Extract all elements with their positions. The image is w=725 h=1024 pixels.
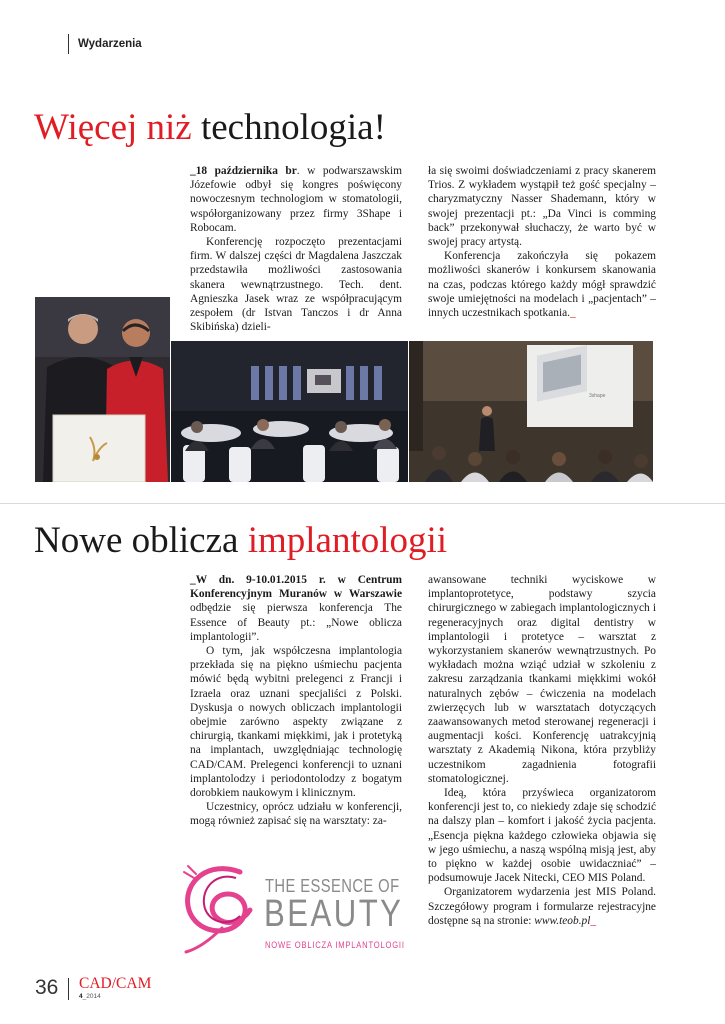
article2-paragraph: awansowane techniki wyciskowe w implantoprotetyce, podstawy szycia chirurgicznego w zabiegach implantologicznych i regeneracyjnych oraz digital dentistry w implantologii i protetyce – warsztat z wykorzystaniem skanerów wewnątrzustnych. Po wykładach można wziąć udział w szkoleniu z zakresu zarządzania tkankami miękkimi wokół naturalnych zębów – ćwiczenia na modelach zwierzęcych lub w warsztatach dotyczących zaawansowanych metod sterowanej regeneracji i augmentacji kości. Konferencję uatrakcyjnią warsztaty z Akademią Nikona, która przybliży uczestnikom zagadnienia fotografii stomatologicznej. xyxy=(428,574,656,785)
footer-divider xyxy=(68,978,69,1000)
paragraph-text: odbędzie się pierwsza konferencja The Essence of Beauty pt.: „Nowe oblicza implantologii”. xyxy=(190,602,402,643)
swirl-tail-icon xyxy=(186,928,222,952)
paragraph-text: Konferencja zakończyła się pokazem możliwości skanerów i konkursem skanowania na czas, podczas którego każdy mógł sprawdzić swoje umiejętności na modelach i „pacjentach” – innych uczestnikach spotkania. xyxy=(428,250,656,320)
magazine-brand: CAD/CAM xyxy=(79,975,152,992)
logo-tagline: NOWE OBLICZA IMPLANTOLOGII xyxy=(265,940,405,951)
article1-paragraph: Konferencję rozpoczęto prezentacjami firm. W dalszej części dr Magdalena Jaszczak przedstawiła możliwości zastosowania skanera wewnątrzustnego. Tech. dent. Agnieszka Jasek wraz ze współpracującym zespołem (dr Istvan Tanczos i dr Anna Skibińska) dzieli- xyxy=(190,236,402,334)
issue-year: _2014 xyxy=(82,993,101,1000)
article2-column-1 xyxy=(190,573,402,829)
article1-column-1 xyxy=(190,164,402,334)
article-title-technology xyxy=(34,109,386,146)
paragraph-text: Organizatorem wydarzenia jest MIS Poland. Szczegółowy program i formularze rejestracyjne dostępne są na stronie: xyxy=(428,886,656,927)
page-number: 36 xyxy=(35,976,59,999)
hall-photo-illustration xyxy=(171,341,408,482)
article2-paragraph: Uczestnicy, oprócz udziału w konferencji, mogą również zapisać się na warsztaty: za- xyxy=(190,801,402,828)
paragraph-text: . w podwarszawskim Józefowie odbył się kongres poświęcony nowoczesnym technologiom w stomatologii, współorganizowany przez firmy 3Shape i Robocam. xyxy=(190,165,402,234)
issue-number xyxy=(79,993,101,1000)
article2-paragraph: O tym, jak współczesna implantologia przekłada się na piękno uśmiechu pacjenta mówić będą wybitni prelegenci z Francji i Izraela oraz uznani specjaliści z Polski. Dyskusja o nowych obliczach implantologii obejmie zarówno aspekty związane z chirurgią, tkankami miękkimi, jak i protetyką na implantach, uwzględniając technologię CAD/CAM. Prelegenci konferencji to uznani implantolodzy i periodontolodzy z bogatym dorobkiem naukowym i klinicznym. xyxy=(190,645,402,800)
end-mark: _ xyxy=(590,914,597,927)
article2-column-2 xyxy=(428,573,656,928)
section-marker xyxy=(68,34,69,54)
website-link[interactable]: www.teob.pl xyxy=(534,914,591,927)
photo-presentation xyxy=(409,341,653,482)
screen-brand-text: 3shape xyxy=(589,393,606,399)
article1-paragraph xyxy=(190,164,402,235)
end-mark: _ xyxy=(570,307,576,320)
title-red-part: implantologii xyxy=(247,520,448,561)
award-photo-illustration xyxy=(35,297,170,482)
section-divider xyxy=(0,503,725,504)
article1-paragraph: ła się swoimi doświadczeniami z pracy skanerem Trios. Z wykładem wystąpił też gość specjalny – charyzmatyczny Nasser Shademann, który w swojej prezentacji pt.: „Da Vinci is comming back” przekonywał słuchaczy, że warto być w swojej pracy artystą. xyxy=(428,165,656,249)
photo-award-ceremony xyxy=(35,297,170,482)
logo-text-beauty: BEAUTY xyxy=(264,893,404,935)
title-black-part: technologia! xyxy=(200,107,386,148)
section-label: Wydarzenia xyxy=(78,38,142,50)
title-red-part: Więcej niż xyxy=(34,107,192,148)
swirl-inner-icon xyxy=(204,877,240,923)
issue-num: 4 xyxy=(79,993,83,1000)
lead-event-info: _W dn. 9-10.01.2015 r. w Centrum Konferencyjnym Muranów w Warszawie xyxy=(190,574,402,601)
article-title-implantology xyxy=(34,522,447,559)
lead-date: _18 października br xyxy=(190,165,297,177)
article2-paragraph xyxy=(428,885,656,928)
article2-paragraph xyxy=(190,573,402,644)
article1-paragraph xyxy=(428,249,656,320)
photo-conference-hall xyxy=(171,341,408,482)
swirl-flourish-icon xyxy=(184,866,196,878)
logo-text-line1: THE ESSENCE OF xyxy=(265,876,400,896)
article1-column-2 xyxy=(428,164,656,320)
presentation-photo-illustration xyxy=(409,341,653,482)
title-black-part: Nowe oblicza xyxy=(34,520,239,561)
article2-paragraph: Ideą, która przyświeca organizatorom konferencji jest to, co niekiedy zdaje się schodzić na dalszy plan – komfort i jakość życia pacjenta. „Esencja piękna każdego człowieka objawia się w jego uśmiechu, a naszą wspólną misją jest, aby to piękno w każdej osobie uwidaczniać” – podsumowuje Jacek Nitecki, CEO MIS Poland. xyxy=(428,787,656,885)
